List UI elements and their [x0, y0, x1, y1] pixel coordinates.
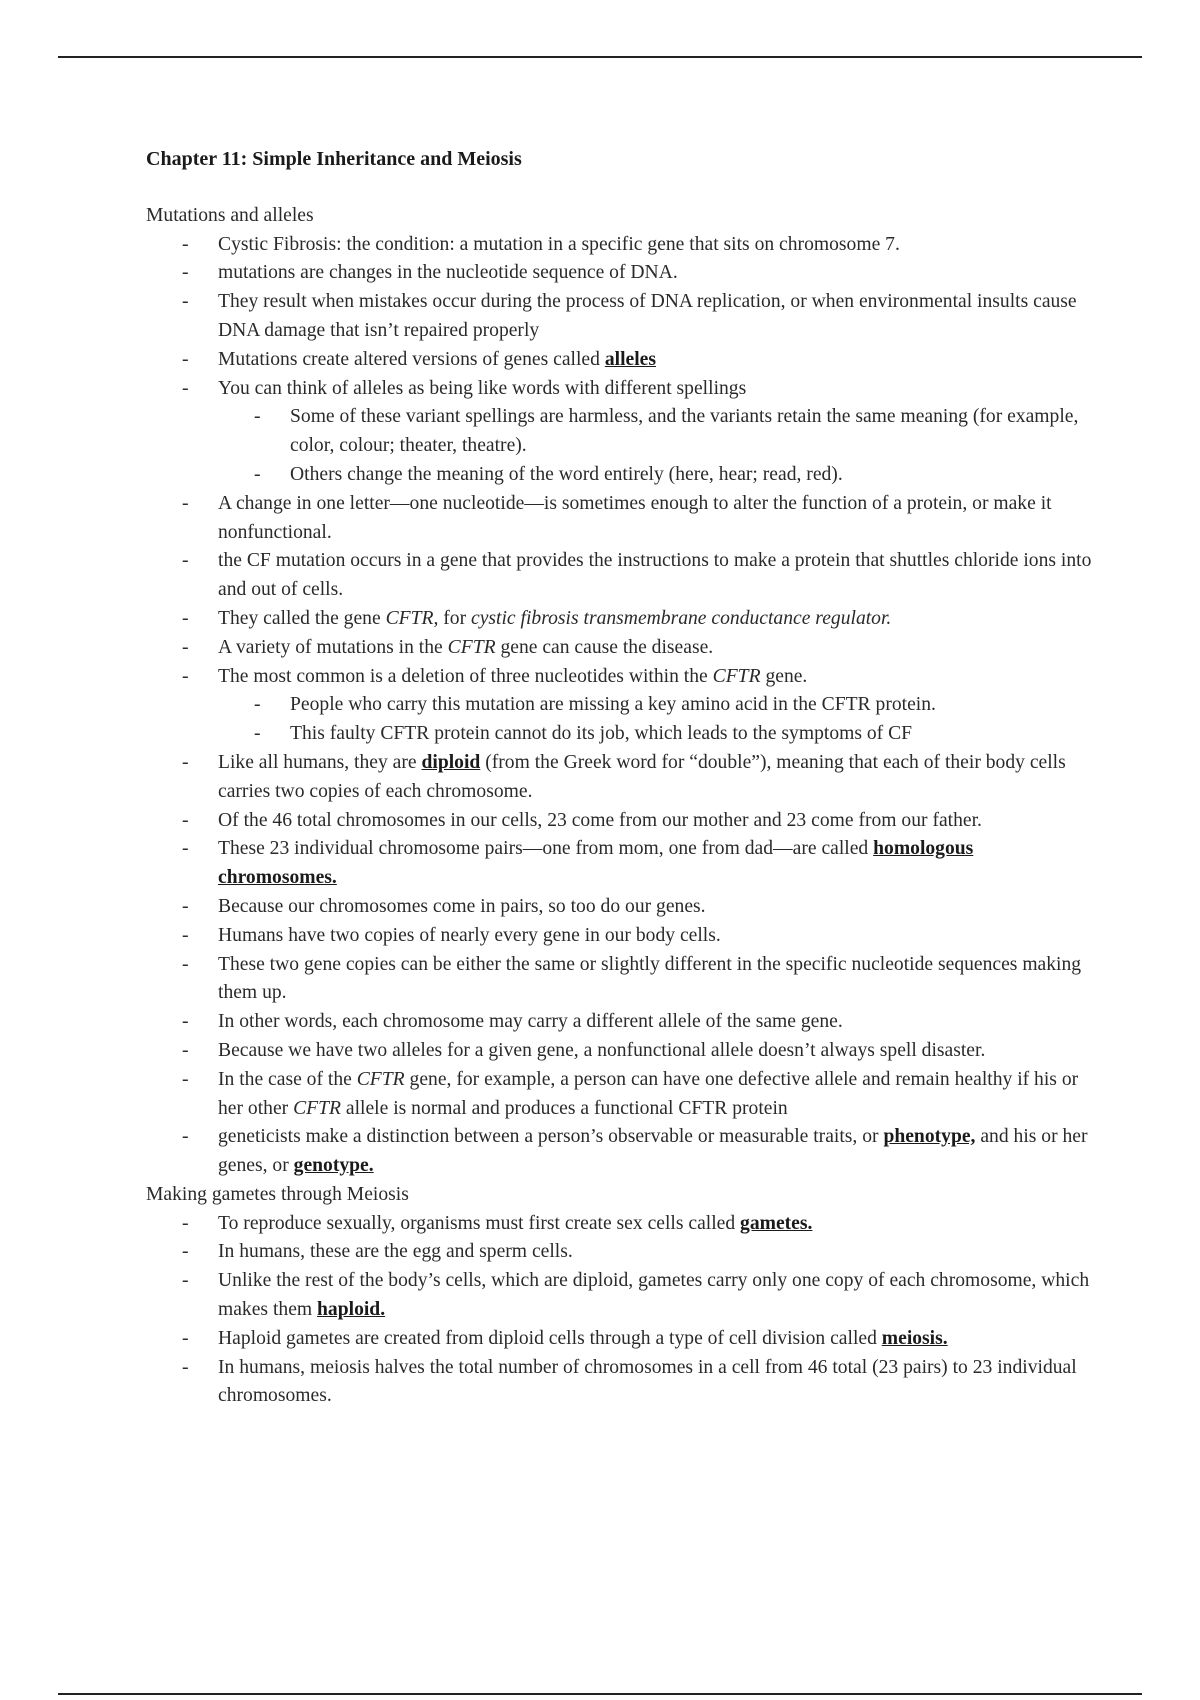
section-heading-meiosis: Making gametes through Meiosis [146, 1183, 409, 1205]
term-meiosis: meiosis. [881, 1327, 948, 1349]
list-item: - A change in one letter—one nucleotide—is sometimes enough to alter the function of a protein, or make it nonfunctional. [146, 490, 1096, 548]
mutations-list [146, 231, 1096, 1181]
document-body [146, 145, 1096, 1411]
list-item: - In other words, each chromosome may carry a different allele of the same gene. [146, 1008, 1096, 1037]
list-item: - A variety of mutations in the CFTR gene can cause the disease. [146, 634, 1096, 663]
list-item: - They result when mistakes occur during the process of DNA replication, or when environmental insults cause DNA damage that isn’t repaired properly [146, 288, 1096, 346]
list-item: - In humans, these are the egg and sperm cells. [146, 1238, 1096, 1267]
term-genotype: genotype. [293, 1155, 374, 1177]
list-item: - Because our chromosomes come in pairs, so too do our genes. [146, 893, 1096, 922]
list-item: - Cystic Fibrosis: the condition: a mutation in a specific gene that sits on chromosome 7. [146, 231, 1096, 260]
list-item: - These 23 individual chromosome pairs—one from mom, one from dad—are called homologous chromosomes. [146, 835, 1096, 893]
list-item: - Haploid gametes are created from diploid cells through a type of cell division called meiosis. [146, 1325, 1096, 1354]
meiosis-list [146, 1210, 1096, 1412]
section-heading-mutations: Mutations and alleles [146, 204, 314, 226]
term-alleles: alleles [604, 348, 656, 370]
top-rule [58, 56, 1142, 58]
term-diploid: diploid [421, 751, 481, 773]
list-item: - The most common is a deletion of three nucleotides within the CFTR gene. - People who carry this mutation are missing a key amino acid in the CFTR protein. - This faulty CFTR protein cannot do its job, which leads to the symptoms of CF [146, 663, 1096, 749]
list-item: - In the case of the CFTR gene, for example, a person can have one defective allele and remain healthy if his or her other CFTR allele is normal and produces a functional CFTR protein [146, 1066, 1096, 1124]
list-item: - You can think of alleles as being like words with different spellings - Some of these variant spellings are harmless, and the variants retain the same meaning (for example, color, colour; theater, theatre). - Others change the meaning of the word entirely (here, hear; read, red). [146, 375, 1096, 490]
list-item: - the CF mutation occurs in a gene that provides the instructions to make a protein that shuttles chloride ions into and out of cells. [146, 547, 1096, 605]
list-item: - These two gene copies can be either the same or slightly different in the specific nucleotide sequences making them up. [146, 951, 1096, 1009]
chapter-title: Chapter 11: Simple Inheritance and Meiosis [146, 148, 522, 170]
term-phenotype: phenotype, [883, 1126, 976, 1148]
bottom-rule [58, 1693, 1142, 1695]
term-gametes: gametes. [740, 1212, 813, 1234]
term-homologous-chromosomes: homologous chromosomes. [218, 838, 974, 889]
list-item: - They called the gene CFTR, for cystic fibrosis transmembrane conductance regulator. [146, 605, 1096, 634]
list-item: - To reproduce sexually, organisms must first create sex cells called gametes. [146, 1210, 1096, 1239]
sub-list-item: - People who carry this mutation are missing a key amino acid in the CFTR protein. [218, 691, 1096, 720]
sub-list-item: - This faulty CFTR protein cannot do its job, which leads to the symptoms of CF [218, 720, 1096, 749]
list-item: - Humans have two copies of nearly every gene in our body cells. [146, 922, 1096, 951]
sub-list [218, 403, 1096, 489]
list-item: - Because we have two alleles for a given gene, a nonfunctional allele doesn’t always spell disaster. [146, 1037, 1096, 1066]
list-item: - Unlike the rest of the body’s cells, which are diploid, gametes carry only one copy of each chromosome, which makes them haploid. [146, 1267, 1096, 1325]
list-item: - Like all humans, they are diploid (from the Greek word for “double”), meaning that each of their body cells carries two copies of each chromosome. [146, 749, 1096, 807]
list-item: - mutations are changes in the nucleotide sequence of DNA. [146, 259, 1096, 288]
list-item: - Of the 46 total chromosomes in our cells, 23 come from our mother and 23 come from our father. [146, 807, 1096, 836]
list-item: - Mutations create altered versions of genes called alleles [146, 346, 1096, 375]
sub-list-item: - Others change the meaning of the word entirely (here, hear; read, red). [218, 461, 1096, 490]
sub-list [218, 691, 1096, 749]
term-haploid: haploid. [317, 1299, 386, 1321]
sub-list-item: - Some of these variant spellings are harmless, and the variants retain the same meaning (for example, color, colour; theater, theatre). [218, 403, 1096, 461]
list-item: - geneticists make a distinction between a person’s observable or measurable traits, or phenotype, and his or her genes, or genotype. [146, 1123, 1096, 1181]
list-item: - In humans, meiosis halves the total number of chromosomes in a cell from 46 total (23 pairs) to 23 individual chromosomes. [146, 1354, 1096, 1412]
